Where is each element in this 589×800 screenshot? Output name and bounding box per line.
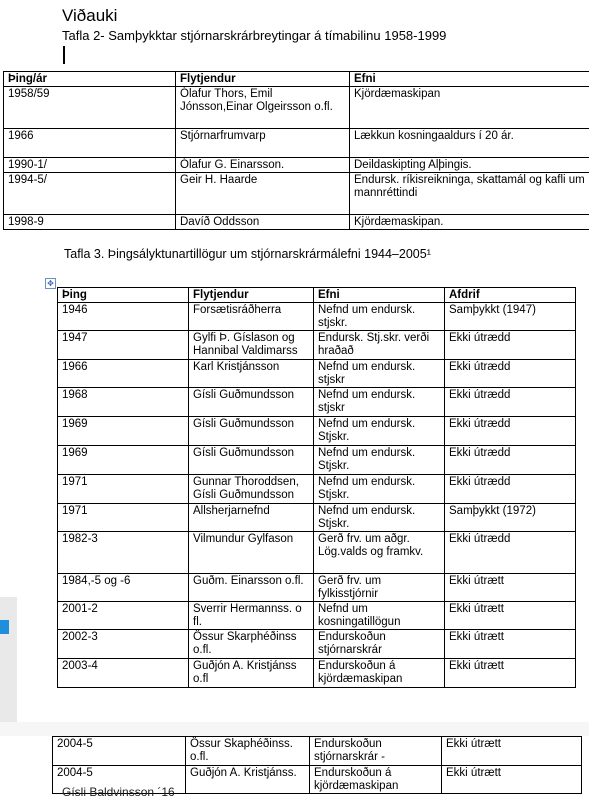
table-cell: Ólafur Thors, Emil Jónsson,Einar Olgeirsson o.fl. — [176, 87, 350, 129]
table-cell: 2004-5 — [53, 737, 186, 766]
document-heading: Viðauki — [62, 6, 118, 25]
table-header-cell: Flytjendur — [189, 288, 314, 303]
table-row — [4, 173, 589, 215]
table2-caption: Tafla 2- Samþykktar stjórnarskrárbreytingar á tímabilinu 1958-1999 — [62, 28, 447, 43]
table-cell: 1966 — [4, 129, 176, 158]
table-cell: Lækkun kosningaaldurs í 20 ár. — [350, 129, 589, 158]
table-cell: 1968 — [58, 388, 189, 417]
table-cell: Allsherjarnefnd — [189, 504, 314, 532]
table-cell: 1971 — [58, 475, 189, 504]
table-cell: 1947 — [58, 331, 189, 360]
table-cell: Gerð frv. um fylkisstjórnir — [314, 574, 445, 602]
table-cell: Endurskoðun á kjördæmaskipan — [314, 659, 445, 688]
table-row — [58, 602, 576, 630]
table-cell: Össur Skaphéðinss. o.fl. — [186, 737, 310, 766]
table-cell: Deildaskipting Alþingis. — [350, 158, 589, 173]
table-cell: Ekki útrætt — [442, 737, 582, 766]
table-cell: Ólafur G. Einarsson. — [176, 158, 350, 173]
table-cell: Davíð Oddsson — [176, 215, 350, 230]
table-cell: Samþykkt (1947) — [445, 303, 576, 331]
table-cell: Gylfi Þ. Gíslason og Hannibal Valdimarss — [189, 331, 314, 360]
table-cell: Nefnd um endursk. Stjskr. — [314, 446, 445, 475]
table-cell: Gunnar Thoroddsen, Gísli Guðmundsson — [189, 475, 314, 504]
table-cell: Kjördæmaskipan. — [350, 215, 589, 230]
table3 — [57, 287, 576, 688]
table-cell: Nefnd um kosningatillögun — [314, 602, 445, 630]
table-cell: Össur Skarphéðinss o.fl. — [189, 630, 314, 659]
table-cell: Gísli Guðmundsson — [189, 417, 314, 446]
table-header-cell: Efni — [350, 72, 589, 87]
table-cell: Endurskoðun stjórnarskrár — [314, 630, 445, 659]
table-cell: Ekki útrædd — [445, 388, 576, 417]
table-cell: Ekki útrætt — [445, 659, 576, 688]
table-row — [58, 475, 576, 504]
table-move-handle-icon[interactable]: ✥ — [45, 278, 56, 289]
table-cell: Geir H. Haarde — [176, 173, 350, 215]
table-cell: Endurskoðun á kjördæmaskipan — [310, 766, 442, 794]
side-panel-strip — [0, 597, 17, 722]
table-cell: 2002-3 — [58, 630, 189, 659]
table-row — [58, 504, 576, 532]
table-row — [4, 215, 589, 230]
table-cell: 2004-5 — [53, 766, 186, 794]
table-cell: Ekki útrætt — [445, 630, 576, 659]
table-cell: Endurskoðun stjórnarskrár - — [310, 737, 442, 766]
table-cell: 2003-4 — [58, 659, 189, 688]
table-row — [58, 574, 576, 602]
table-cell: Nefnd um endursk. Stjskr. — [314, 504, 445, 532]
table-cell: Guðjón A. Kristjánss. — [186, 766, 310, 794]
table-header-cell: Efni — [314, 288, 445, 303]
table-cell: Samþykkt (1972) — [445, 504, 576, 532]
table-cell: Guðm. Einarsson o.fl. — [189, 574, 314, 602]
table-cell: Forsætisráðherra — [189, 303, 314, 331]
table-header-cell: Afdrif — [445, 288, 576, 303]
table-cell: 2001-2 — [58, 602, 189, 630]
table-row — [58, 630, 576, 659]
table-cell: 1966 — [58, 360, 189, 388]
table-row — [58, 303, 576, 331]
table-header-cell: Flytjendur — [176, 72, 350, 87]
table-cell: Endursk. ríkisreikninga, skattamál og kafli um mannréttindi — [350, 173, 589, 215]
page-footer: Gísli Baldvinsson ´16 — [62, 785, 175, 799]
table-cell: Ekki útrædd — [445, 331, 576, 360]
table-cell: 1994-5/ — [4, 173, 176, 215]
table-row — [4, 129, 589, 158]
table-header-cell: Þing/ár — [4, 72, 176, 87]
page-break-gap — [0, 722, 589, 736]
table-cell: Vilmundur Gylfason — [189, 532, 314, 574]
table-row — [58, 659, 576, 688]
table-cell: Nefnd um endursk. stjskr — [314, 388, 445, 417]
table-cell: Ekki útrætt — [445, 574, 576, 602]
table-cell: Ekki útrædd — [445, 417, 576, 446]
table-cell: Gísli Guðmundsson — [189, 388, 314, 417]
table-row — [58, 360, 576, 388]
table3-caption: Tafla 3. Þingsályktunartillögur um stjórnarskrármálefni 1944–2005¹ — [64, 247, 431, 261]
table-cell: 1971 — [58, 504, 189, 532]
table-cell: 1969 — [58, 446, 189, 475]
table-row — [58, 532, 576, 574]
table-cell: 1969 — [58, 417, 189, 446]
table-row — [58, 331, 576, 360]
table-cell: Endursk. Stj.skr. verði hraðað — [314, 331, 445, 360]
table-cell: Nefnd um endursk. Stjskr. — [314, 475, 445, 504]
table-cell: Stjórnarfrumvarp — [176, 129, 350, 158]
table-cell: 1982-3 — [58, 532, 189, 574]
table-row — [4, 87, 589, 129]
table-row — [53, 737, 582, 766]
table-cell: 1984,-5 og -6 — [58, 574, 189, 602]
table-cell: Ekki útrædd — [445, 475, 576, 504]
side-panel-tab[interactable] — [0, 620, 9, 634]
table-cell: Karl Kristjánsson — [189, 360, 314, 388]
table-cell: 1958/59 — [4, 87, 176, 129]
table-cell: Guðjón A. Kristjánss o.fl — [189, 659, 314, 688]
table-row — [4, 158, 589, 173]
table-row — [58, 388, 576, 417]
table-cell: Ekki útrædd — [445, 532, 576, 574]
table-cell: Nefnd um endursk. stjskr — [314, 360, 445, 388]
table-cell: 1946 — [58, 303, 189, 331]
table-cell: Ekki útrætt — [442, 766, 582, 794]
table-cell: Nefnd um endursk. Stjskr. — [314, 417, 445, 446]
table-header-row — [58, 288, 576, 303]
text-cursor — [63, 46, 65, 64]
table-row — [58, 417, 576, 446]
table-cell: Gerð frv. um aðgr. Lög.valds og framkv. — [314, 532, 445, 574]
table-cell: 1990-1/ — [4, 158, 176, 173]
table-row — [58, 446, 576, 475]
table-cell: 1998-9 — [4, 215, 176, 230]
table-cell: Ekki útrædd — [445, 446, 576, 475]
table2 — [3, 71, 589, 230]
table-cell: Ekki útrædd — [445, 360, 576, 388]
table-cell: Ekki útrætt — [445, 602, 576, 630]
table-cell: Sverrir Hermannss. o fl. — [189, 602, 314, 630]
table-cell: Nefnd um endursk. stjskr. — [314, 303, 445, 331]
table-cell: Kjördæmaskipan — [350, 87, 589, 129]
table-header-cell: Þing — [58, 288, 189, 303]
table-cell: Gísli Guðmundsson — [189, 446, 314, 475]
table-header-row — [4, 72, 589, 87]
